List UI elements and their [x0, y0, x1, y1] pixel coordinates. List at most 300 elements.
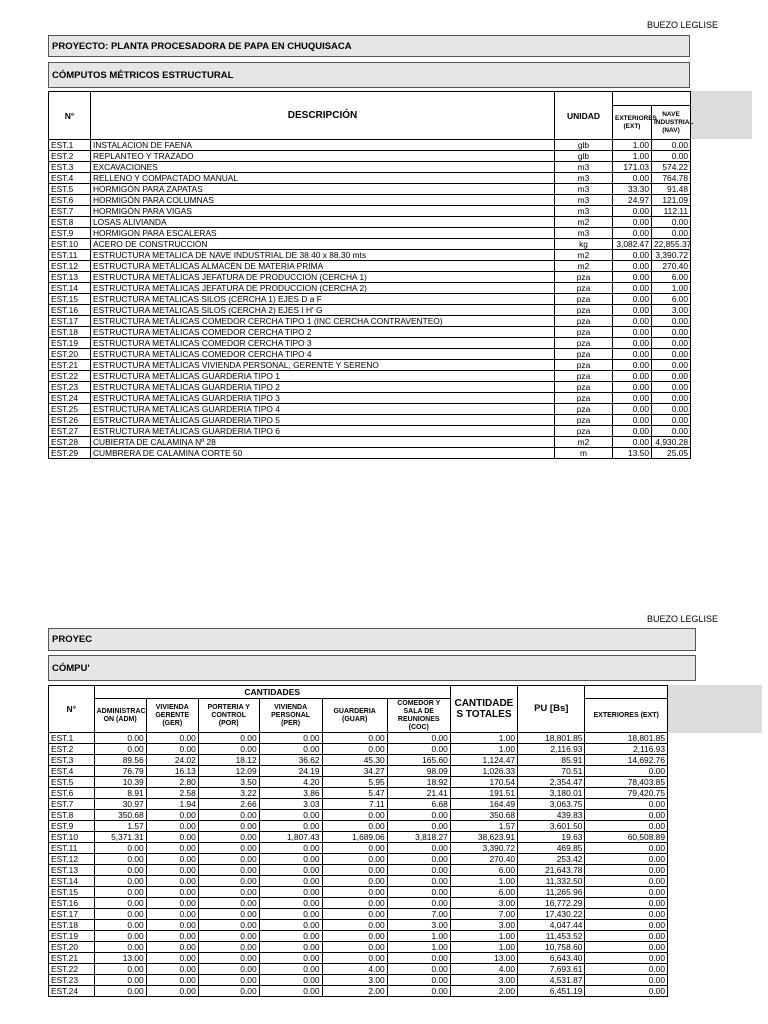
nav-cell: 0.00 — [652, 151, 691, 162]
pu-cell: 4,047.44 — [518, 920, 585, 931]
per-cell: 0.00 — [259, 964, 322, 975]
ext-cell: 0.00 — [585, 843, 668, 854]
ext-cell: 0.00 — [613, 217, 652, 228]
id-cell: EST.22 — [49, 964, 95, 975]
coc-cell: 0.00 — [387, 986, 450, 997]
table-row — [49, 228, 691, 239]
tot-cell: 1.00 — [450, 876, 517, 887]
n-cell: EST.17 — [49, 316, 91, 327]
tot-cell: 1,026.33 — [450, 766, 517, 777]
tot-cell: 2.00 — [450, 986, 517, 997]
table-row — [49, 744, 668, 755]
nav-cell: 0.00 — [652, 415, 691, 426]
pu-cell: 469.85 — [518, 843, 585, 854]
header-descripcion: DESCRIPCIÓN — [91, 92, 555, 140]
table-row — [49, 865, 668, 876]
guar-cell: 0.00 — [322, 898, 387, 909]
ext-cell: 0.00 — [613, 173, 652, 184]
coc-cell: 0.00 — [387, 843, 450, 854]
table-row — [49, 953, 668, 964]
nav-cell: 0.00 — [652, 371, 691, 382]
adm-cell: 13.00 — [94, 953, 146, 964]
ger-cell: 0.00 — [146, 986, 198, 997]
pu-cell: 3,063.75 — [518, 799, 585, 810]
por-cell: 3.22 — [198, 788, 259, 799]
n-cell: EST.24 — [49, 393, 91, 404]
ext-cell: 0.00 — [613, 338, 652, 349]
id-cell: EST.16 — [49, 898, 95, 909]
ger-cell: 0.00 — [146, 733, 198, 744]
header-group-blank — [613, 92, 691, 106]
per-cell: 4.20 — [259, 777, 322, 788]
id-cell: EST.20 — [49, 942, 95, 953]
n-cell: EST.22 — [49, 371, 91, 382]
por-cell: 0.00 — [198, 953, 259, 964]
ger-cell: 0.00 — [146, 843, 198, 854]
guar-cell: 0.00 — [322, 953, 387, 964]
per-cell: 3.03 — [259, 799, 322, 810]
adm-cell: 0.00 — [94, 843, 146, 854]
unit-cell: m — [555, 448, 613, 459]
adm-cell: 0.00 — [94, 854, 146, 865]
unit-cell: m3 — [555, 162, 613, 173]
ext-cell: 0.00 — [613, 206, 652, 217]
table-row — [49, 964, 668, 975]
header-n-2: N° — [49, 686, 95, 733]
id-cell: EST.23 — [49, 975, 95, 986]
per-cell: 1,807.43 — [259, 832, 322, 843]
por-cell: 0.00 — [198, 920, 259, 931]
nav-cell: 1.00 — [652, 283, 691, 294]
unit-cell: pza — [555, 415, 613, 426]
tot-cell: 1.00 — [450, 942, 517, 953]
n-cell: EST.14 — [49, 283, 91, 294]
unit-cell: pza — [555, 393, 613, 404]
table-row — [49, 876, 668, 887]
table-row — [49, 173, 691, 184]
adm-cell: 0.00 — [94, 887, 146, 898]
adm-cell: 5,371.31 — [94, 832, 146, 843]
id-cell: EST.19 — [49, 931, 95, 942]
tot-cell: 1,124.47 — [450, 755, 517, 766]
unit-cell: pza — [555, 360, 613, 371]
adm-cell: 0.00 — [94, 898, 146, 909]
ext-cell: 0.00 — [613, 393, 652, 404]
nav-cell: 270.40 — [652, 261, 691, 272]
ger-cell: 0.00 — [146, 964, 198, 975]
pu-cell: 11,332.50 — [518, 876, 585, 887]
table-row — [49, 426, 691, 437]
grey-column-tab-2 — [668, 685, 762, 733]
por-cell: 3.50 — [198, 777, 259, 788]
desc-cell: ESTRUCTURA METALICAS SILOS (CERCHA 1) EJES D a F — [91, 294, 555, 305]
unit-cell: pza — [555, 404, 613, 415]
nav-cell: 0.00 — [652, 426, 691, 437]
table-row — [49, 898, 668, 909]
pu-cell: 2,354.47 — [518, 777, 585, 788]
guar-cell: 0.00 — [322, 744, 387, 755]
por-cell: 12.09 — [198, 766, 259, 777]
unit-cell: m2 — [555, 437, 613, 448]
coc-cell: 3.00 — [387, 920, 450, 931]
header-group-blank-2 — [585, 686, 668, 699]
desc-cell: INSTALACION DE FAENA — [91, 140, 555, 151]
unit-cell: kg — [555, 239, 613, 250]
n-cell: EST.20 — [49, 349, 91, 360]
ext-cell: 0.00 — [585, 821, 668, 832]
guar-cell: 0.00 — [322, 920, 387, 931]
id-cell: EST.11 — [49, 843, 95, 854]
header-exteriores: EXTERIORES (EXT) — [613, 106, 652, 140]
id-cell: EST.4 — [49, 766, 95, 777]
por-cell: 0.00 — [198, 876, 259, 887]
desc-cell: ESTRUCTURA METÁLICAS COMEDOR CERCHA TIPO 4 — [91, 349, 555, 360]
ext-cell: 0.00 — [613, 272, 652, 283]
guar-cell: 0.00 — [322, 865, 387, 876]
ext-cell: 0.00 — [613, 382, 652, 393]
guar-cell: 0.00 — [322, 733, 387, 744]
guar-cell: 1,689.06 — [322, 832, 387, 843]
nav-cell: 0.00 — [652, 217, 691, 228]
tot-cell: 1.00 — [450, 931, 517, 942]
tot-cell: 4.00 — [450, 964, 517, 975]
unit-cell: m2 — [555, 261, 613, 272]
desc-cell: LOSAS ALIVIANDA — [91, 217, 555, 228]
table-row — [49, 755, 668, 766]
tot-cell: 38,623.91 — [450, 832, 517, 843]
n-cell: EST.19 — [49, 338, 91, 349]
adm-cell: 8.91 — [94, 788, 146, 799]
unit-cell: pza — [555, 327, 613, 338]
pu-cell: 85.91 — [518, 755, 585, 766]
id-cell: EST.24 — [49, 986, 95, 997]
ext-cell: 0.00 — [613, 261, 652, 272]
ger-cell: 0.00 — [146, 942, 198, 953]
per-cell: 0.00 — [259, 843, 322, 854]
author-label-2: BUEZO LEGLISE — [646, 614, 718, 624]
ger-cell: 0.00 — [146, 975, 198, 986]
guar-cell: 0.00 — [322, 876, 387, 887]
per-cell: 0.00 — [259, 821, 322, 832]
pu-cell: 3,180.01 — [518, 788, 585, 799]
n-cell: EST.12 — [49, 261, 91, 272]
desc-cell: CUMBRERA DE CALAMINA CORTE 50 — [91, 448, 555, 459]
unit-cell: m3 — [555, 228, 613, 239]
coc-cell: 0.00 — [387, 810, 450, 821]
n-cell: EST.8 — [49, 217, 91, 228]
pu-cell: 70.51 — [518, 766, 585, 777]
per-cell: 0.00 — [259, 854, 322, 865]
table-row — [49, 920, 668, 931]
ext-cell: 18,801.85 — [585, 733, 668, 744]
tot-cell: 1.00 — [450, 733, 517, 744]
unit-cell: pza — [555, 283, 613, 294]
ger-cell: 0.00 — [146, 876, 198, 887]
table-row — [49, 986, 668, 997]
unit-cell: m2 — [555, 217, 613, 228]
desc-cell: ESTRUCTURA METÁLICAS COMEDOR CERCHA TIPO 3 — [91, 338, 555, 349]
table-row — [49, 184, 691, 195]
table-row — [49, 448, 691, 459]
id-cell: EST.9 — [49, 821, 95, 832]
id-cell: EST.8 — [49, 810, 95, 821]
coc-cell: 0.00 — [387, 953, 450, 964]
desc-cell: HORMIGON PARA ESCALERAS — [91, 228, 555, 239]
ext-cell: 0.00 — [613, 294, 652, 305]
ext-cell: 13.50 — [613, 448, 652, 459]
coc-cell: 0.00 — [387, 964, 450, 975]
pu-cell: 7,693.61 — [518, 964, 585, 975]
table-row — [49, 371, 691, 382]
ext-cell: 33.30 — [613, 184, 652, 195]
coc-cell: 3,818.27 — [387, 832, 450, 843]
tot-cell: 6.00 — [450, 865, 517, 876]
nav-cell: 121.09 — [652, 195, 691, 206]
pu-cell: 6,451.19 — [518, 986, 585, 997]
id-cell: EST.7 — [49, 799, 95, 810]
por-cell: 0.00 — [198, 986, 259, 997]
adm-cell: 0.00 — [94, 744, 146, 755]
ext-cell: 79,420.75 — [585, 788, 668, 799]
unit-cell: m3 — [555, 184, 613, 195]
guar-cell: 5.95 — [322, 777, 387, 788]
por-cell: 0.00 — [198, 887, 259, 898]
tot-cell: 3,390.72 — [450, 843, 517, 854]
per-cell: 3.86 — [259, 788, 322, 799]
guar-cell: 7.11 — [322, 799, 387, 810]
por-cell: 0.00 — [198, 832, 259, 843]
ger-cell: 1.94 — [146, 799, 198, 810]
section-title-2: CÓMPU' — [48, 655, 696, 681]
n-cell: EST.28 — [49, 437, 91, 448]
por-cell: 0.00 — [198, 821, 259, 832]
per-cell: 0.00 — [259, 887, 322, 898]
nav-cell: 0.00 — [652, 316, 691, 327]
ext-cell: 0.00 — [613, 316, 652, 327]
tot-cell: 270.40 — [450, 854, 517, 865]
table-row — [49, 942, 668, 953]
desc-cell: HORMIGÓN PARA COLUMNAS — [91, 195, 555, 206]
table-row — [49, 162, 691, 173]
por-cell: 0.00 — [198, 942, 259, 953]
n-cell: EST.26 — [49, 415, 91, 426]
ext-cell: 0.00 — [585, 766, 668, 777]
table-row — [49, 393, 691, 404]
tot-cell: 3.00 — [450, 898, 517, 909]
por-cell: 0.00 — [198, 865, 259, 876]
pu-cell: 19.63 — [518, 832, 585, 843]
id-cell: EST.1 — [49, 733, 95, 744]
ext-cell: 0.00 — [585, 920, 668, 931]
project-title: PROYECTO: PLANTA PROCESADORA DE PAPA EN CHUQUISACA — [48, 35, 690, 57]
nav-cell: 0.00 — [652, 140, 691, 151]
ger-cell: 0.00 — [146, 887, 198, 898]
unit-cell: m2 — [555, 250, 613, 261]
ext-cell: 0.00 — [585, 953, 668, 964]
unit-cell: pza — [555, 272, 613, 283]
table-row — [49, 843, 668, 854]
header-pu: PU [Bs] — [518, 686, 585, 733]
n-cell: EST.2 — [49, 151, 91, 162]
id-cell: EST.12 — [49, 854, 95, 865]
table-row — [49, 305, 691, 316]
por-cell: 0.00 — [198, 810, 259, 821]
ext-cell: 0.00 — [613, 437, 652, 448]
nav-cell: 0.00 — [652, 327, 691, 338]
desc-cell: ESTRUCTURA METÁLICAS JEFATURA DE PRODUCCION (CERCHA 1) — [91, 272, 555, 283]
id-cell: EST.10 — [49, 832, 95, 843]
table-row — [49, 810, 668, 821]
ext-cell: 1.00 — [613, 151, 652, 162]
per-cell: 0.00 — [259, 744, 322, 755]
desc-cell: ESTRUCTURA METALICA DE NAVE INDUSTRIAL DE 38.40 x 88.30 mts — [91, 250, 555, 261]
unit-cell: glb — [555, 151, 613, 162]
tot-cell: 7.00 — [450, 909, 517, 920]
adm-cell: 350.68 — [94, 810, 146, 821]
ger-cell: 0.00 — [146, 865, 198, 876]
id-cell: EST.21 — [49, 953, 95, 964]
table-row — [49, 250, 691, 261]
table-row — [49, 437, 691, 448]
table-row — [49, 766, 668, 777]
id-cell: EST.15 — [49, 887, 95, 898]
pu-cell: 17,430.22 — [518, 909, 585, 920]
ger-cell: 0.00 — [146, 931, 198, 942]
unit-cell: pza — [555, 371, 613, 382]
grey-column-tab — [690, 91, 752, 139]
coc-cell: 7.00 — [387, 909, 450, 920]
pu-cell: 10,758.60 — [518, 942, 585, 953]
nav-cell: 6.00 — [652, 294, 691, 305]
coc-cell: 0.00 — [387, 854, 450, 865]
table-row — [49, 799, 668, 810]
ext-cell: 0.00 — [585, 799, 668, 810]
guar-cell: 0.00 — [322, 810, 387, 821]
n-cell: EST.5 — [49, 184, 91, 195]
per-cell: 0.00 — [259, 975, 322, 986]
nav-cell: 91.48 — [652, 184, 691, 195]
table-row — [49, 316, 691, 327]
coc-cell: 0.00 — [387, 876, 450, 887]
adm-cell: 0.00 — [94, 876, 146, 887]
header-adm: ADMINISTRACI ON (ADM) — [94, 699, 146, 733]
ext-cell: 0.00 — [613, 404, 652, 415]
ext-cell: 0.00 — [585, 909, 668, 920]
pu-cell: 21,643.78 — [518, 865, 585, 876]
guar-cell: 0.00 — [322, 887, 387, 898]
coc-cell: 165.60 — [387, 755, 450, 766]
table-row — [49, 217, 691, 228]
n-cell: EST.11 — [49, 250, 91, 261]
n-cell: EST.27 — [49, 426, 91, 437]
unit-cell: pza — [555, 316, 613, 327]
table-row — [49, 909, 668, 920]
table-row — [49, 733, 668, 744]
section-title: CÓMPUTOS MÉTRICOS ESTRUCTURAL — [48, 62, 690, 88]
header-nave: NAVE INDUSTRIAL (NAV) — [652, 106, 691, 140]
nav-cell: 574.22 — [652, 162, 691, 173]
ger-cell: 0.00 — [146, 810, 198, 821]
ext-cell: 0.00 — [613, 349, 652, 360]
nav-cell: 3,390.72 — [652, 250, 691, 261]
computos-table — [48, 91, 694, 459]
adm-cell: 10.39 — [94, 777, 146, 788]
desc-cell: ESTRUCTURA METÁLICAS GUARDERIA TIPO 6 — [91, 426, 555, 437]
ext-cell: 24.97 — [613, 195, 652, 206]
cantidades-table — [48, 685, 668, 997]
ext-cell: 0.00 — [613, 360, 652, 371]
table-row — [49, 206, 691, 217]
ext-cell: 0.00 — [585, 975, 668, 986]
per-cell: 36.62 — [259, 755, 322, 766]
desc-cell: CUBIERTA DE CALAMINA Nº 28 — [91, 437, 555, 448]
por-cell: 0.00 — [198, 744, 259, 755]
table-row — [49, 327, 691, 338]
id-cell: EST.3 — [49, 755, 95, 766]
ger-cell: 16.13 — [146, 766, 198, 777]
ger-cell: 0.00 — [146, 920, 198, 931]
por-cell: 0.00 — [198, 975, 259, 986]
nav-cell: 0.00 — [652, 338, 691, 349]
nav-cell: 0.00 — [652, 360, 691, 371]
tot-cell: 6.00 — [450, 887, 517, 898]
nav-cell: 25.05 — [652, 448, 691, 459]
guar-cell: 0.00 — [322, 854, 387, 865]
nav-cell: 0.00 — [652, 393, 691, 404]
id-cell: EST.18 — [49, 920, 95, 931]
ger-cell: 0.00 — [146, 832, 198, 843]
coc-cell: 1.00 — [387, 931, 450, 942]
nav-cell: 0.00 — [652, 228, 691, 239]
table-row — [49, 338, 691, 349]
pu-cell: 3,601.50 — [518, 821, 585, 832]
nav-cell: 0.00 — [652, 382, 691, 393]
guar-cell: 4.00 — [322, 964, 387, 975]
ext-cell: 0.00 — [613, 327, 652, 338]
table-row — [49, 349, 691, 360]
unit-cell: pza — [555, 305, 613, 316]
ext-cell: 0.00 — [585, 876, 668, 887]
unit-cell: pza — [555, 338, 613, 349]
table-row — [49, 272, 691, 283]
nav-cell: 112.11 — [652, 206, 691, 217]
tot-cell: 13.00 — [450, 953, 517, 964]
tot-cell: 1.00 — [450, 744, 517, 755]
nav-cell: 22,855.37 — [652, 239, 691, 250]
id-cell: EST.17 — [49, 909, 95, 920]
ext-cell: 0.00 — [613, 250, 652, 261]
nav-cell: 3.00 — [652, 305, 691, 316]
per-cell: 0.00 — [259, 865, 322, 876]
unit-cell: m3 — [555, 173, 613, 184]
adm-cell: 1.57 — [94, 821, 146, 832]
ext-cell: 0.00 — [585, 887, 668, 898]
guar-cell: 2.00 — [322, 986, 387, 997]
ext-cell: 171.03 — [613, 162, 652, 173]
tot-cell: 164.49 — [450, 799, 517, 810]
ext-cell: 0.00 — [585, 810, 668, 821]
per-cell: 0.00 — [259, 876, 322, 887]
table-row — [49, 239, 691, 250]
nav-cell: 4,930.28 — [652, 437, 691, 448]
tot-cell: 3.00 — [450, 920, 517, 931]
coc-cell: 1.00 — [387, 942, 450, 953]
table-row — [49, 788, 668, 799]
unit-cell: pza — [555, 426, 613, 437]
n-cell: EST.21 — [49, 360, 91, 371]
per-cell: 0.00 — [259, 909, 322, 920]
pu-cell: 11,265.96 — [518, 887, 585, 898]
